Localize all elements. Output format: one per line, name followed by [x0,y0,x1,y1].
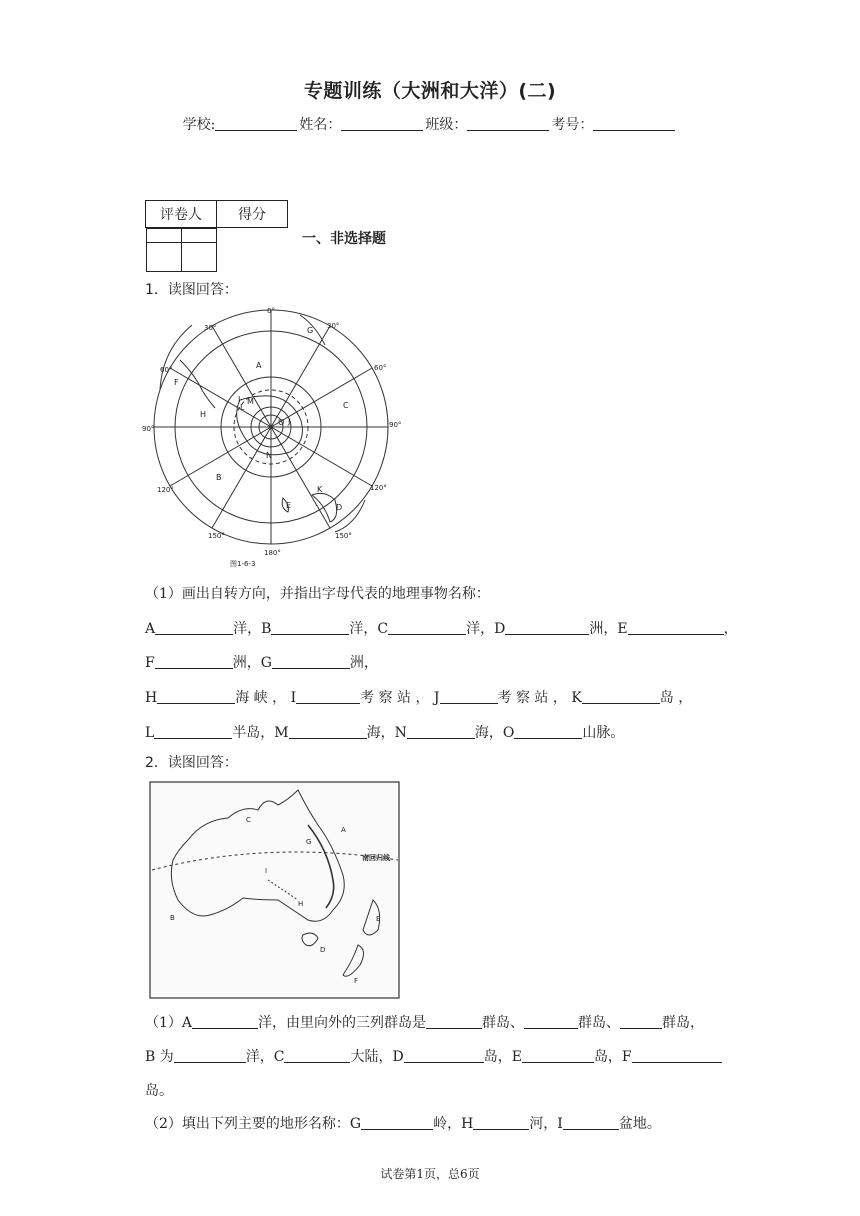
answer-blank[interactable] [620,1014,662,1029]
answer-blank[interactable] [426,1014,482,1029]
answer-blank[interactable] [632,1048,722,1063]
map-letter-e: E [286,501,292,510]
map-label-120w: 120° [157,486,174,494]
antarctica-polar-map [140,300,410,570]
map-letter-f: F [174,378,179,387]
q1-l3-t4: 岛 ， [659,690,693,706]
map-label-90w: 90° [142,425,155,433]
answer-blank[interactable] [174,1048,246,1063]
q1-l2-t1: 洲，G [232,655,272,671]
q2-l2-t3: 岛，E [483,1049,522,1065]
q2-l1-t3: 群岛、 [578,1015,621,1031]
q1-l1-t4: 洲，E [589,621,628,637]
q1-l4-t0: L [145,725,155,741]
answer-blank[interactable] [271,620,349,635]
q1-l1-t1: 洋，B [233,621,272,637]
q2-l2-t2: 大陆，D [350,1049,404,1065]
map-letter-k: K [317,485,323,494]
australia-map [148,780,403,1002]
q1-l2-t2: 洲， [349,655,378,671]
answer-blank[interactable] [563,1115,619,1130]
q1-line-3 [145,687,692,707]
q1-line-2 [145,652,378,672]
q1-l4-t3: 海，O [474,725,515,741]
map-label-60w: 60° [160,366,173,374]
map-label-60e: 60° [374,364,387,372]
q2-p2-t3: 盆地。 [618,1116,661,1132]
map-label-0: 0° [267,307,275,315]
q2-p2-t1: 岭，H [433,1116,474,1132]
q2-p2-t0: （2）填出下列主要的地形名称：G [145,1116,362,1132]
q1-l2-t0: F [145,655,155,671]
page-footer: 试卷第1页，总6页 [380,1167,480,1181]
q1-l3-t2: 考 察 站 ， J [360,690,440,706]
answer-blank[interactable] [522,1048,594,1063]
map-letter-a: A [256,361,262,370]
answer-blank[interactable] [289,724,367,739]
map-letter-m: M [247,397,254,406]
answer-blank[interactable] [154,724,232,739]
map-letter-g: G [307,326,314,335]
q2-p2-t2: 河，I [529,1116,563,1132]
q2-l1-t1: 洋，由里向外的三列群岛是 [258,1015,427,1031]
score-table [145,200,288,245]
map-label-120e: 120° [370,484,387,492]
q2-part2-line [145,1113,661,1133]
q2-l2-t4: 岛，F [593,1049,632,1065]
q1-part1-prompt: （1）画出自转方向，并指出字母代表的地理事物名称： [145,586,490,602]
map-letter-n: N [266,451,272,460]
answer-blank[interactable] [582,689,660,704]
answer-blank[interactable] [407,724,475,739]
q2-l1-t4: 群岛， [662,1015,705,1031]
q1-l3-t3: 考 察 站 ， K [497,690,582,706]
australia-letter-g: G [306,838,312,846]
name-label: 姓名： [299,117,342,133]
map-letter-d: D [336,503,343,512]
australia-letter-h: H [298,900,304,908]
tropic-label: 南回归线 [362,854,390,862]
q1-l4-t2: 海，N [366,725,407,741]
answer-blank[interactable] [155,620,233,635]
answer-blank[interactable] [361,1115,433,1130]
question-2-head: 2．读图回答： [145,755,238,771]
answer-blank[interactable] [284,1048,350,1063]
answer-blank[interactable] [524,1014,578,1029]
q2-part1-line-1 [145,1012,704,1032]
q2-l1-t2: 群岛、 [482,1015,525,1031]
q1-l1-t5: ， [723,621,738,637]
number-label: 考号： [551,117,594,133]
answer-blank[interactable] [440,689,498,704]
q1-line-1 [145,618,738,638]
map-letter-b: B [216,473,222,482]
answer-blank[interactable] [514,724,582,739]
australia-letter-b: B [170,914,175,922]
q2-l2-t1: 洋，C [245,1049,285,1065]
australia-letter-e: E [376,915,381,923]
grader-header: 评卷人 [146,201,217,228]
answer-blank[interactable] [473,1115,529,1130]
figure-caption: 图1-6-3 [230,560,256,568]
q1-l3-t0: H [145,690,158,706]
name-blank[interactable] [341,116,423,131]
australia-letter-i: I [265,867,268,875]
grader-cell[interactable] [146,229,181,272]
question-1-head: 1．读图回答： [145,282,238,298]
answer-blank[interactable] [155,654,233,669]
australia-letter-d: D [320,946,326,954]
answer-blank[interactable] [388,620,466,635]
number-blank[interactable] [593,116,675,131]
q1-line-4 [145,722,624,742]
map-label-30e: 30° [327,322,340,330]
australia-letter-a: A [341,826,346,834]
q1-l1-t3: 洋，D [466,621,506,637]
q2-part1-line-3: 岛。 [145,1083,173,1099]
map-letter-j: J [288,417,291,426]
q2-l1-t0: （1）A [145,1015,193,1031]
class-label: 班级： [425,117,468,133]
q2-part1-line-2 [145,1046,722,1066]
q1-l3-t1: 海 峡 ， I [235,690,297,706]
map-label-150e: 150° [335,532,352,540]
map-label-30w: 30° [204,324,217,332]
answer-blank[interactable] [296,689,360,704]
q2-l2-t0: B 为 [145,1049,174,1065]
map-letter-o: O [278,418,285,427]
map-label-180: 180° [264,549,281,557]
page-title: 专题训练（大洲和大洋）(二) [303,80,557,102]
q1-l4-t1: 半岛，M [232,725,289,741]
school-blank[interactable] [215,116,297,131]
q1-l4-t4: 山脉。 [582,725,625,741]
section-title: 一、非选择题 [302,231,386,247]
answer-blank[interactable] [272,654,350,669]
student-info-line [0,114,860,134]
map-letter-i: I [238,395,241,404]
australia-letter-f: F [354,977,359,985]
map-letter-h: H [200,410,207,419]
map-label-90e: 90° [389,421,402,429]
map-letter-c: C [343,401,349,410]
answer-blank[interactable] [404,1048,484,1063]
answer-blank[interactable] [505,620,589,635]
map-letter-l: L [240,403,245,412]
answer-blank[interactable] [192,1014,258,1029]
q1-l1-t2: 洋，C [349,621,389,637]
answer-blank[interactable] [157,689,235,704]
q1-l1-t0: A [145,621,156,637]
score-header: 得分 [217,201,288,228]
class-blank[interactable] [467,116,549,131]
australia-letter-c: C [246,816,251,824]
map-label-150w: 150° [208,532,225,540]
answer-blank[interactable] [628,620,724,635]
score-cell[interactable] [181,229,216,272]
school-label: 学校: [182,117,216,133]
